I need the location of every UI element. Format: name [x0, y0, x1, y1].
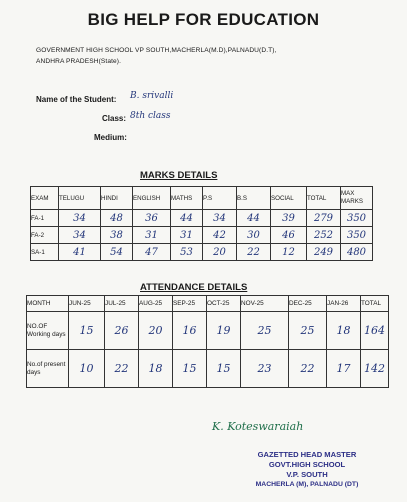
marks-cell: 34: [59, 210, 101, 227]
attendance-cell: 15: [69, 312, 105, 350]
marks-cell: 480: [341, 244, 373, 261]
attendance-table: [26, 295, 389, 388]
marks-cell: 38: [101, 227, 133, 244]
attendance-cell: 15: [173, 350, 207, 388]
attendance-header-cell: JAN-26: [327, 296, 361, 312]
marks-cell: 44: [171, 210, 203, 227]
marks-row: [31, 210, 373, 227]
class-value: 8th class: [130, 111, 171, 121]
stamp-line-4: MACHERLA (M), PALNADU (DT): [255, 481, 359, 488]
attendance-header-cell: AUG-25: [139, 296, 173, 312]
attendance-header-row: [27, 296, 389, 312]
marks-cell: 48: [101, 210, 133, 227]
attendance-cell: 19: [207, 312, 241, 350]
marks-cell: 53: [171, 244, 203, 261]
marks-exam-cell: SA-1: [31, 244, 59, 261]
attendance-header-cell: OCT-25: [207, 296, 241, 312]
medium-label: Medium:: [94, 133, 127, 142]
attendance-row: [27, 350, 389, 388]
attendance-header-cell: SEP-25: [173, 296, 207, 312]
marks-cell: 39: [271, 210, 307, 227]
marks-header-cell: TELUGU: [59, 187, 101, 210]
marks-cell: 31: [133, 227, 171, 244]
marks-cell: 31: [171, 227, 203, 244]
marks-cell: 42: [203, 227, 237, 244]
marks-cell: 30: [237, 227, 271, 244]
marks-cell: 249: [307, 244, 341, 261]
attendance-header-cell: JUL-25: [105, 296, 139, 312]
marks-row: [31, 227, 373, 244]
headmaster-signature: K. Koteswaraiah: [212, 420, 304, 433]
attendance-cell: 22: [105, 350, 139, 388]
attendance-section-title: ATTENDANCE DETAILS: [140, 282, 248, 293]
marks-header-cell: B.S: [237, 187, 271, 210]
stamp-line-2: GOVT.HIGH SCHOOL: [268, 460, 346, 469]
marks-header-cell: P.S: [203, 187, 237, 210]
attendance-cell: 22: [289, 350, 327, 388]
marks-header-cell: MATHS: [171, 187, 203, 210]
attendance-cell: 142: [361, 350, 389, 388]
marks-cell: 20: [203, 244, 237, 261]
marks-cell: 279: [307, 210, 341, 227]
student-name-value: B. srivalli: [130, 91, 174, 101]
marks-cell: 350: [341, 210, 373, 227]
attendance-header-cell: MONTH: [27, 296, 69, 312]
attendance-cell: 17: [327, 350, 361, 388]
attendance-row: [27, 312, 389, 350]
marks-cell: 44: [237, 210, 271, 227]
marks-cell: 54: [101, 244, 133, 261]
marks-header-row: [31, 187, 373, 210]
attendance-row-label: NO.OF Working days: [27, 312, 69, 350]
marks-exam-cell: FA-2: [31, 227, 59, 244]
attendance-cell: 18: [327, 312, 361, 350]
attendance-cell: 164: [361, 312, 389, 350]
marks-cell: 46: [271, 227, 307, 244]
marks-cell: 34: [59, 227, 101, 244]
stamp-line-3: V.P. SOUTH: [286, 470, 328, 479]
attendance-header-cell: TOTAL: [361, 296, 389, 312]
marks-cell: 41: [59, 244, 101, 261]
marks-header-cell: ENGLISH: [133, 187, 171, 210]
school-address-line-1: GOVERNMENT HIGH SCHOOL VP SOUTH,MACHERLA(M.D),PALNADU(D.T),: [36, 47, 277, 54]
school-address: [36, 45, 376, 67]
attendance-cell: 26: [105, 312, 139, 350]
marks-table: [30, 186, 373, 261]
marks-cell: 47: [133, 244, 171, 261]
marks-cell: 22: [237, 244, 271, 261]
marks-header-cell: SOCIAL: [271, 187, 307, 210]
marks-cell: 36: [133, 210, 171, 227]
attendance-cell: 25: [241, 312, 289, 350]
marks-header-cell: MAX MARKS: [341, 187, 373, 210]
marks-cell: 252: [307, 227, 341, 244]
marks-header-cell: TOTAL: [307, 187, 341, 210]
attendance-header-cell: JUN-25: [69, 296, 105, 312]
marks-header-cell: HINDI: [101, 187, 133, 210]
attendance-header-cell: DEC-25: [289, 296, 327, 312]
attendance-cell: 25: [289, 312, 327, 350]
school-address-line-2: ANDHRA PRADESH(State).: [36, 58, 122, 65]
marks-exam-cell: FA-1: [31, 210, 59, 227]
marks-section-title: MARKS DETAILS: [140, 170, 218, 181]
stamp-line-1: GAZETTED HEAD MASTER: [257, 450, 357, 459]
student-name-label: Name of the Student:: [36, 95, 117, 104]
attendance-cell: 16: [173, 312, 207, 350]
attendance-cell: 20: [139, 312, 173, 350]
marks-cell: 34: [203, 210, 237, 227]
official-stamp: [232, 450, 382, 490]
attendance-row-label: No.of present days: [27, 350, 69, 388]
marks-header-cell: EXAM: [31, 187, 59, 210]
attendance-header-cell: NOV-25: [241, 296, 289, 312]
marks-row: [31, 244, 373, 261]
attendance-cell: 10: [69, 350, 105, 388]
attendance-cell: 15: [207, 350, 241, 388]
marks-cell: 350: [341, 227, 373, 244]
class-label: Class:: [102, 114, 127, 123]
marks-cell: 12: [271, 244, 307, 261]
page-title: BIG HELP FOR EDUCATION: [87, 10, 320, 29]
attendance-cell: 23: [241, 350, 289, 388]
attendance-cell: 18: [139, 350, 173, 388]
